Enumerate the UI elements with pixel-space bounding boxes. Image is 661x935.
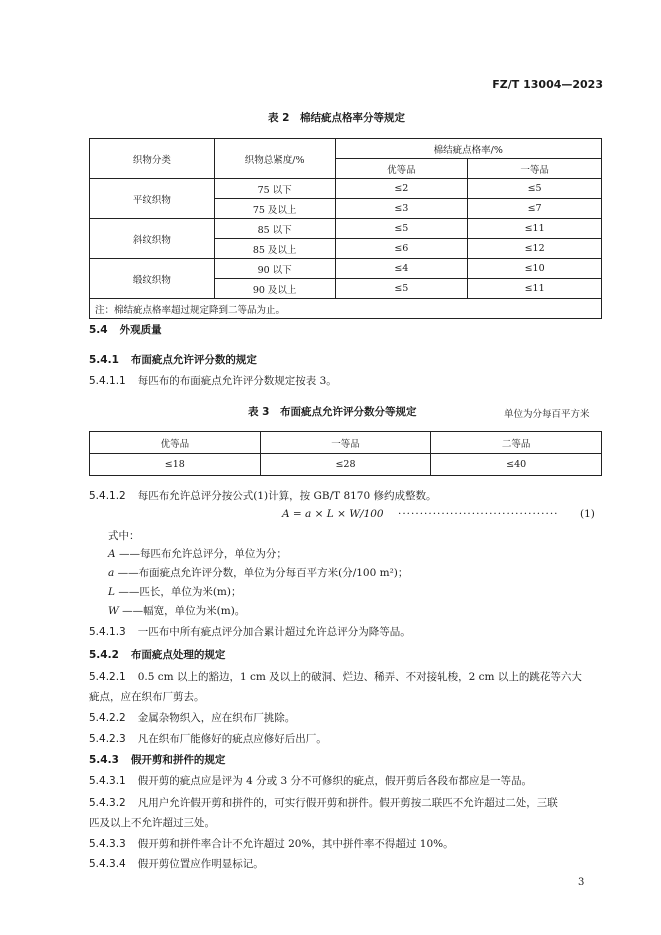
section-title: 外观质量: [119, 324, 162, 336]
equation-number: (1): [580, 508, 595, 520]
table-cell: ≤10: [468, 259, 602, 279]
clause-number: 5.4.3.1: [89, 775, 126, 787]
table-cell: ≤3: [335, 199, 468, 219]
section-title: 布面疵点处理的规定: [130, 649, 226, 661]
table-row: [90, 259, 602, 279]
table-row: [90, 179, 602, 199]
standard-code: FZ/T 13004—2023: [492, 78, 603, 91]
clause-text: 每匹布的布面疵点允许评分数规定按表 3。: [137, 375, 337, 387]
table-cell: ≤5: [468, 179, 602, 199]
clause: [89, 669, 582, 684]
table-cell: ≤11: [468, 279, 602, 299]
col-header: 二等品: [431, 432, 602, 454]
table-cell: ≤5: [335, 279, 468, 299]
table-cell: ≤40: [431, 454, 602, 476]
table-cell: 75 以下: [214, 179, 335, 199]
clause: [89, 624, 411, 639]
clause: [89, 856, 264, 871]
table2: [89, 138, 602, 319]
clause-number: 5.4.3.4: [89, 858, 126, 870]
formula-leader: ·····································: [398, 508, 559, 520]
section-number: 5.4.1: [89, 354, 119, 366]
col-header: 织物分类: [90, 139, 215, 179]
clause-number: 5.4.1.2: [89, 490, 126, 502]
clause-continuation: 匹及以上不允许超过三处。: [89, 817, 215, 829]
table3: [89, 431, 602, 476]
definition-text: ——匹长，单位为米(m)；: [118, 586, 242, 598]
table-cell: ≤28: [260, 454, 431, 476]
section-heading: [89, 322, 162, 337]
symbol: L: [108, 586, 115, 598]
clause: [89, 710, 295, 725]
table-row: [90, 454, 602, 476]
definition: [108, 584, 241, 599]
table-cell: 85 以下: [214, 219, 335, 239]
table-cell: ≤11: [468, 219, 602, 239]
section-heading: [89, 647, 225, 662]
clause-number: 5.4.1.1: [89, 375, 126, 387]
definition-text: ——每匹布允许总评分，单位为分；: [118, 548, 287, 560]
table-cell: 90 以下: [214, 259, 335, 279]
definition: [108, 546, 287, 561]
table-cell: ≤5: [335, 219, 468, 239]
col-header: 一等品: [260, 432, 431, 454]
table-note: 注：棉结疵点格率超过规定降到二等品为止。: [90, 299, 602, 319]
col-header: 棉结疵点格率/%: [335, 139, 602, 159]
section-heading: [89, 752, 225, 767]
clause-text: 每匹布允许总评分按公式(1)计算，按 GB/T 8170 修约成整数。: [137, 490, 437, 502]
clause-text: 凡用户允许假开剪和拼件的，可实行假开剪和拼件。假开剪按二联匹不允许超过二处，三联: [137, 797, 558, 809]
definition: [108, 565, 408, 580]
clause-text: 0.5 cm 以上的豁边，1 cm 及以上的破洞、烂边、稀弄、不对接轧梭，2 cm 以上的跳花等六大: [137, 671, 582, 683]
table2-caption: 表 2 棉结疵点格率分等规定: [268, 112, 405, 124]
clause: [89, 836, 454, 851]
table3-caption: 表 3 布面疵点允许评分数分等规定: [248, 406, 417, 418]
clause-text: 凡在织布厂能修好的疵点应修好后出厂。: [137, 733, 327, 745]
table-cell: ≤12: [468, 239, 602, 259]
clause-number: 5.4.2.2: [89, 712, 126, 724]
section-title: 假开剪和拼件的规定: [130, 754, 226, 766]
clause-text: 假开剪位置应作明显标记。: [137, 858, 264, 870]
section-number: 5.4: [89, 324, 108, 336]
clause-continuation: 疵点，应在织布厂剪去。: [89, 691, 205, 703]
col-header: 优等品: [335, 159, 468, 179]
symbol: a: [108, 567, 115, 579]
clause: [89, 731, 327, 746]
section-heading: [89, 352, 257, 367]
symbol: W: [108, 605, 119, 617]
table-cell: 斜纹织物: [90, 219, 215, 259]
definition-text: ——幅宽，单位为米(m)。: [122, 605, 246, 617]
clause: [89, 373, 337, 388]
clause-number: 5.4.3.2: [89, 797, 126, 809]
table-cell: ≤7: [468, 199, 602, 219]
section-number: 5.4.2: [89, 649, 119, 661]
table-row: [90, 219, 602, 239]
clause-number: 5.4.2.1: [89, 671, 126, 683]
col-header: 优等品: [90, 432, 261, 454]
symbol: A: [108, 548, 116, 560]
table-cell: ≤6: [335, 239, 468, 259]
clause: [89, 773, 532, 788]
page-number: 3: [578, 877, 585, 888]
table-cell: ≤18: [90, 454, 261, 476]
clause-number: 5.4.2.3: [89, 733, 126, 745]
formula: A = a × L × W/100: [282, 508, 384, 520]
clause-text: 金属杂物织入，应在织布厂挑除。: [137, 712, 296, 724]
section-title: 布面疵点允许评分数的规定: [130, 354, 257, 366]
table-cell: 90 及以上: [214, 279, 335, 299]
clause-number: 5.4.1.3: [89, 626, 126, 638]
clause: [89, 795, 558, 810]
col-header: 织物总紧度/%: [214, 139, 335, 179]
col-header: 一等品: [468, 159, 602, 179]
table-cell: 85 及以上: [214, 239, 335, 259]
definition-text: ——布面疵点允许评分数，单位为分每百平方米(分/100 m²)；: [117, 567, 409, 579]
table-cell: ≤4: [335, 259, 468, 279]
table-cell: 平纹织物: [90, 179, 215, 219]
where-label: 式中：: [108, 530, 140, 542]
table3-unit: 单位为分每百平方米: [504, 409, 590, 420]
definition: [108, 603, 245, 618]
table-row: [90, 139, 602, 159]
table-cell: 缎纹织物: [90, 259, 215, 299]
table-cell: 75 及以上: [214, 199, 335, 219]
clause-text: 一匹布中所有疵点评分加合累计超过允许总评分为降等品。: [137, 626, 411, 638]
clause-text: 假开剪和拼件率合计不允许超过 20%，其中拼件率不得超过 10%。: [137, 838, 454, 850]
clause: [89, 488, 437, 503]
table-row: [90, 432, 602, 454]
clause-number: 5.4.3.3: [89, 838, 126, 850]
clause-text: 假开剪的疵点应是评为 4 分或 3 分不可修织的疵点，假开剪后各段布都应是一等品。: [137, 775, 532, 787]
section-number: 5.4.3: [89, 754, 119, 766]
table-cell: ≤2: [335, 179, 468, 199]
table-row: [90, 299, 602, 319]
